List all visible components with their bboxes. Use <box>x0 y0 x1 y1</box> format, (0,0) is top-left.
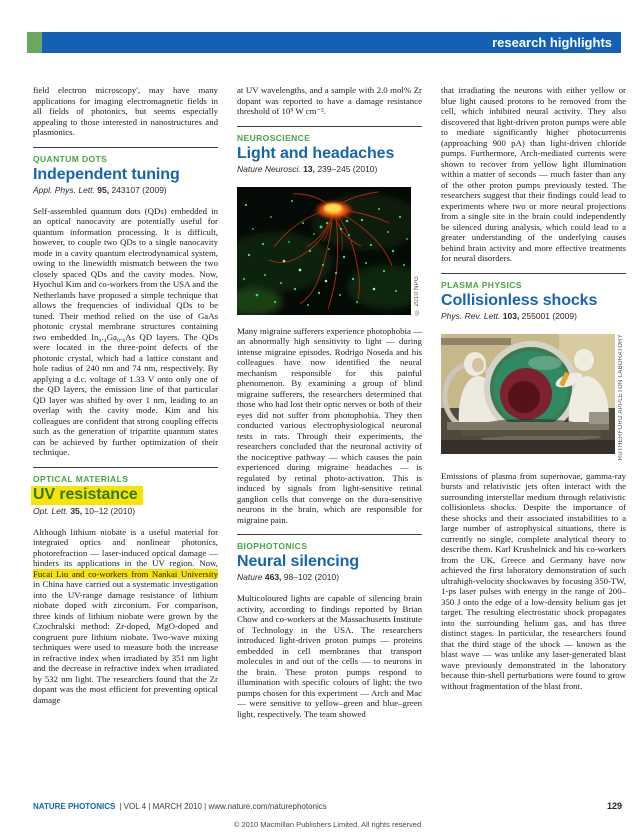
image-credit-text: RUTHERFORD APPLETON LABORATORY <box>617 333 624 460</box>
page-footer <box>33 801 622 829</box>
body-text: Although lithium niobate is a useful material for integrated optics and nonlinear photonics, photorefraction — laser-induced optical damage — hinders its applications in the UV region. Now, <box>33 526 218 568</box>
section-divider <box>237 126 422 127</box>
reference-journal: Nature Neurosci. <box>237 163 304 174</box>
intro-paragraph: at UV wavelengths, and a sample with 2.0 mol% Zr dopant was reported to have a damage resistance threshold of 10⁵ W cm⁻². <box>237 85 422 116</box>
content-columns <box>33 85 626 719</box>
intro-paragraph: field electron microscopy', may have many applications for imaging electromagnetic fields in all fields of photonics, but seems especially appealing to those interested in nanostructures and plasmonics. <box>33 85 218 137</box>
header-banner <box>42 32 621 53</box>
article-reference <box>237 164 422 174</box>
copyright-notice: © 2010 Macmillan Publishers Limited. All rights reserved <box>233 820 422 829</box>
reference-journal: Nature <box>237 572 265 582</box>
reference-volume: 35, <box>70 505 85 516</box>
neuron-micrograph-image <box>237 187 411 315</box>
article-reference <box>441 311 626 321</box>
figure-laboratory-photo <box>441 334 626 460</box>
article-uv-resistance <box>33 467 218 706</box>
reference-volume: 13, <box>303 163 318 174</box>
reference-journal: Opt. Lett. <box>33 505 71 516</box>
article-reference <box>33 185 218 195</box>
reference-volume: 95, <box>97 184 112 195</box>
reference-pages: 255001 (2009) <box>521 310 577 321</box>
section-divider <box>441 273 626 274</box>
footer-journal-line <box>33 801 622 811</box>
column-3 <box>441 85 626 719</box>
highlighted-text: Fucai Liu and co-workers from Nankai University <box>33 568 218 579</box>
article-title-highlighted: UV resistance <box>31 486 143 505</box>
image-credit-text: © 2010 NPG <box>413 275 420 315</box>
reference-pages: 98–102 (2010) <box>283 572 340 582</box>
article-title: Light and headaches <box>237 144 395 162</box>
reference-pages: 243107 (2009) <box>111 184 167 195</box>
reference-journal: Phys. Rev. Lett. <box>441 310 503 321</box>
article-title: Independent tuning <box>33 165 180 183</box>
category-label: BIOPHOTONICS <box>237 541 308 551</box>
intro-paragraph: that irradiating the neurons with either yellow or blue light caused protons to be removed from the cell, which inhibited neural activity. They also discovered that light-driven proton pumps were able to mediate significantly higher photocurrents (approaching 900 pA) than light-driven chloride pumps. Furthermore, Arch-mediated currents were shown to recover from yellow light illumination within a matter of seconds — much faster than any of the other proton pumps previously tested. The researchers suggest that their findings could lead to experiments where two or more neural projections from a single site in the brain could independently be silenced during analysis, which could lead to a greater understanding of the underlying causes behind brain activity and more effective treatments for neural disorders. <box>441 85 626 263</box>
article-light-and-headaches <box>237 126 422 526</box>
section-divider <box>33 467 218 468</box>
reference-volume: 463, <box>264 572 284 582</box>
article-body: Emissions of plasma from supernovae, gamma-ray bursts and relativistic jets often interact with the surrounding interstellar medium through relativistic collisionless shocks. Despite the importance of these shocks and their associated instabilities to a large number of astrophysical situations, there is currently no single, complete analytical theory to describe them. Karl Krushelnick and his co-workers from the UK, Greece and Germany have now achieved the first laboratory demonstration of such ultrahigh-velocity shockwaves by focusing 350-TW, 1-ps laser pulses with energy in the range of 200–350 J onto the edge of a low-density helium gas jet target. The resulting electrostatic shock propagates into the surrounding helium gas, and has three distinct stages. In particular, the researchers found that the third stage of the shock — known as the blast wave — was unlike any laser-generated blast wave previously demonstrated in the laboratory because thin-shell perturbations were found to grow without fragmentation of the blast front. <box>441 470 626 691</box>
reference-pages: 10–12 (2010) <box>84 505 136 516</box>
page-header <box>27 32 621 53</box>
category-label: PLASMA PHYSICS <box>441 279 522 290</box>
article-reference <box>33 506 218 516</box>
section-divider <box>237 534 422 535</box>
article-collisionless-shocks <box>441 273 626 692</box>
header-green-square <box>27 32 42 53</box>
article-body: Many migraine sufferers experience photophobia — an abnormally high sensitivity to light — during intense migraine episodes. Rodrigo Noseda and his colleagues have now identified the neural mechanism responsible for this painful phenomenon. By examining a group of blind migraine sufferers, the researchers determined that those who had lost their optic nerves or both of their eyes did not suffer from photophobia. They then conducted various electrophysiological neuronal tests in rats. Through their experiments, the researchers concluded that the neuronal activity of the nociceptive pathway — which causes the pain experienced during migraine headaches — is regulated by retinal photo-activation. This is induced by signals from light-sensitive retinal ganglion cells that converge on the dura-sensitive neurons in the brain, which are responsible for migraine pain. <box>237 325 422 525</box>
reference-pages: 239–245 (2010) <box>317 163 378 174</box>
figure-neuron-micrograph <box>237 187 422 315</box>
category-label: QUANTUM DOTS <box>33 153 108 164</box>
reference-journal: Appl. Phys. Lett. <box>33 184 98 195</box>
page-number: 129 <box>606 801 622 811</box>
article-body: Self-assembled quantum dots (QDs) embedded in an optical nanocavity are potentially useful for quantum information processing. It is difficult, however, to couple two QDs to a single nanocavity mode in a cavity quantum electrodynamical system, owing to the linewidth mismatch between the two closely spaced QDs and the cavity modes. Now, Hyochul Kim and co-workers from the USA and the Netherlands have proposed a simple technique that allows the frequencies of individual QDs to be tuned. Their method relied on the use of GaAs photonic crystal membrane structures containing two embedded In₀.₄Ga₀.₆As QD layers. The QDs were located in the three-point defects of the photonic crystal, which had a lattice constant and hole radius of 240 nm and 74 nm, respectively. By applying a d.c. voltage of 1.33 V onto only one of the QD layers, the emission line of that particular QD layer was shifted by over 1 nm, leading to an overlap with the cavity mode. Kim and his colleagues are confident that strong coupling effects such as the generation of tripartite quantum states can be achieved by further optimization of their technique. <box>33 205 218 457</box>
article-body: Multicoloured lights are capable of silencing brain activity, according to findings reported by Brian Chow and co-workers at the Massachusetts Institute of Technology in the USA. The researchers introduced light-driven proton pumps — proteins embedded in cell membranes that transport molecules in and out of the cells — to neurons in the brain. These proton pumps respond to illumination with specific colours of light; the two pumps chosen for this experiment — Arch and Mac — were sensitive to yellow–green and blue–green light, respectively. The team showed <box>237 593 422 719</box>
image-credit <box>615 334 626 460</box>
footer-issue-info: | VOL 4 | MARCH 2010 | www.nature.com/naturephotonics <box>119 802 327 811</box>
column-1 <box>33 85 218 719</box>
category-label: NEUROSCIENCE <box>237 132 311 143</box>
article-quantum-dots <box>33 147 218 458</box>
footer-journal-name: NATURE PHOTONICS <box>33 802 116 811</box>
section-divider <box>33 147 218 148</box>
article-title: Neural silencing <box>237 553 359 570</box>
laboratory-photo-image <box>441 334 615 454</box>
article-title: Collisionless shocks <box>441 291 598 309</box>
category-label: OPTICAL MATERIALS <box>33 473 129 484</box>
article-neural-silencing <box>237 534 422 719</box>
article-reference <box>237 572 422 582</box>
header-title: research highlights <box>492 35 612 50</box>
body-text: in China have carried out a systematic investigation into the UV-range damage resistance of lithium niobate doped with zirconium. For comparison, three kinds of lithium niobate were grown by the Czochralski method: Zr-doped, MgO-doped and congruent pure lithium niobate. Two-wave mixing techniques were used to measure both the increase in refractive index when irradiated by 351 nm light and the decrease in refractive index when irradiated by 532 nm light. The researchers found that the Zr dopant was the most efficient for preventing optical damage <box>33 579 218 705</box>
reference-volume: 103, <box>502 310 522 321</box>
image-credit <box>411 187 422 315</box>
article-body <box>33 527 218 706</box>
column-2 <box>237 85 422 719</box>
